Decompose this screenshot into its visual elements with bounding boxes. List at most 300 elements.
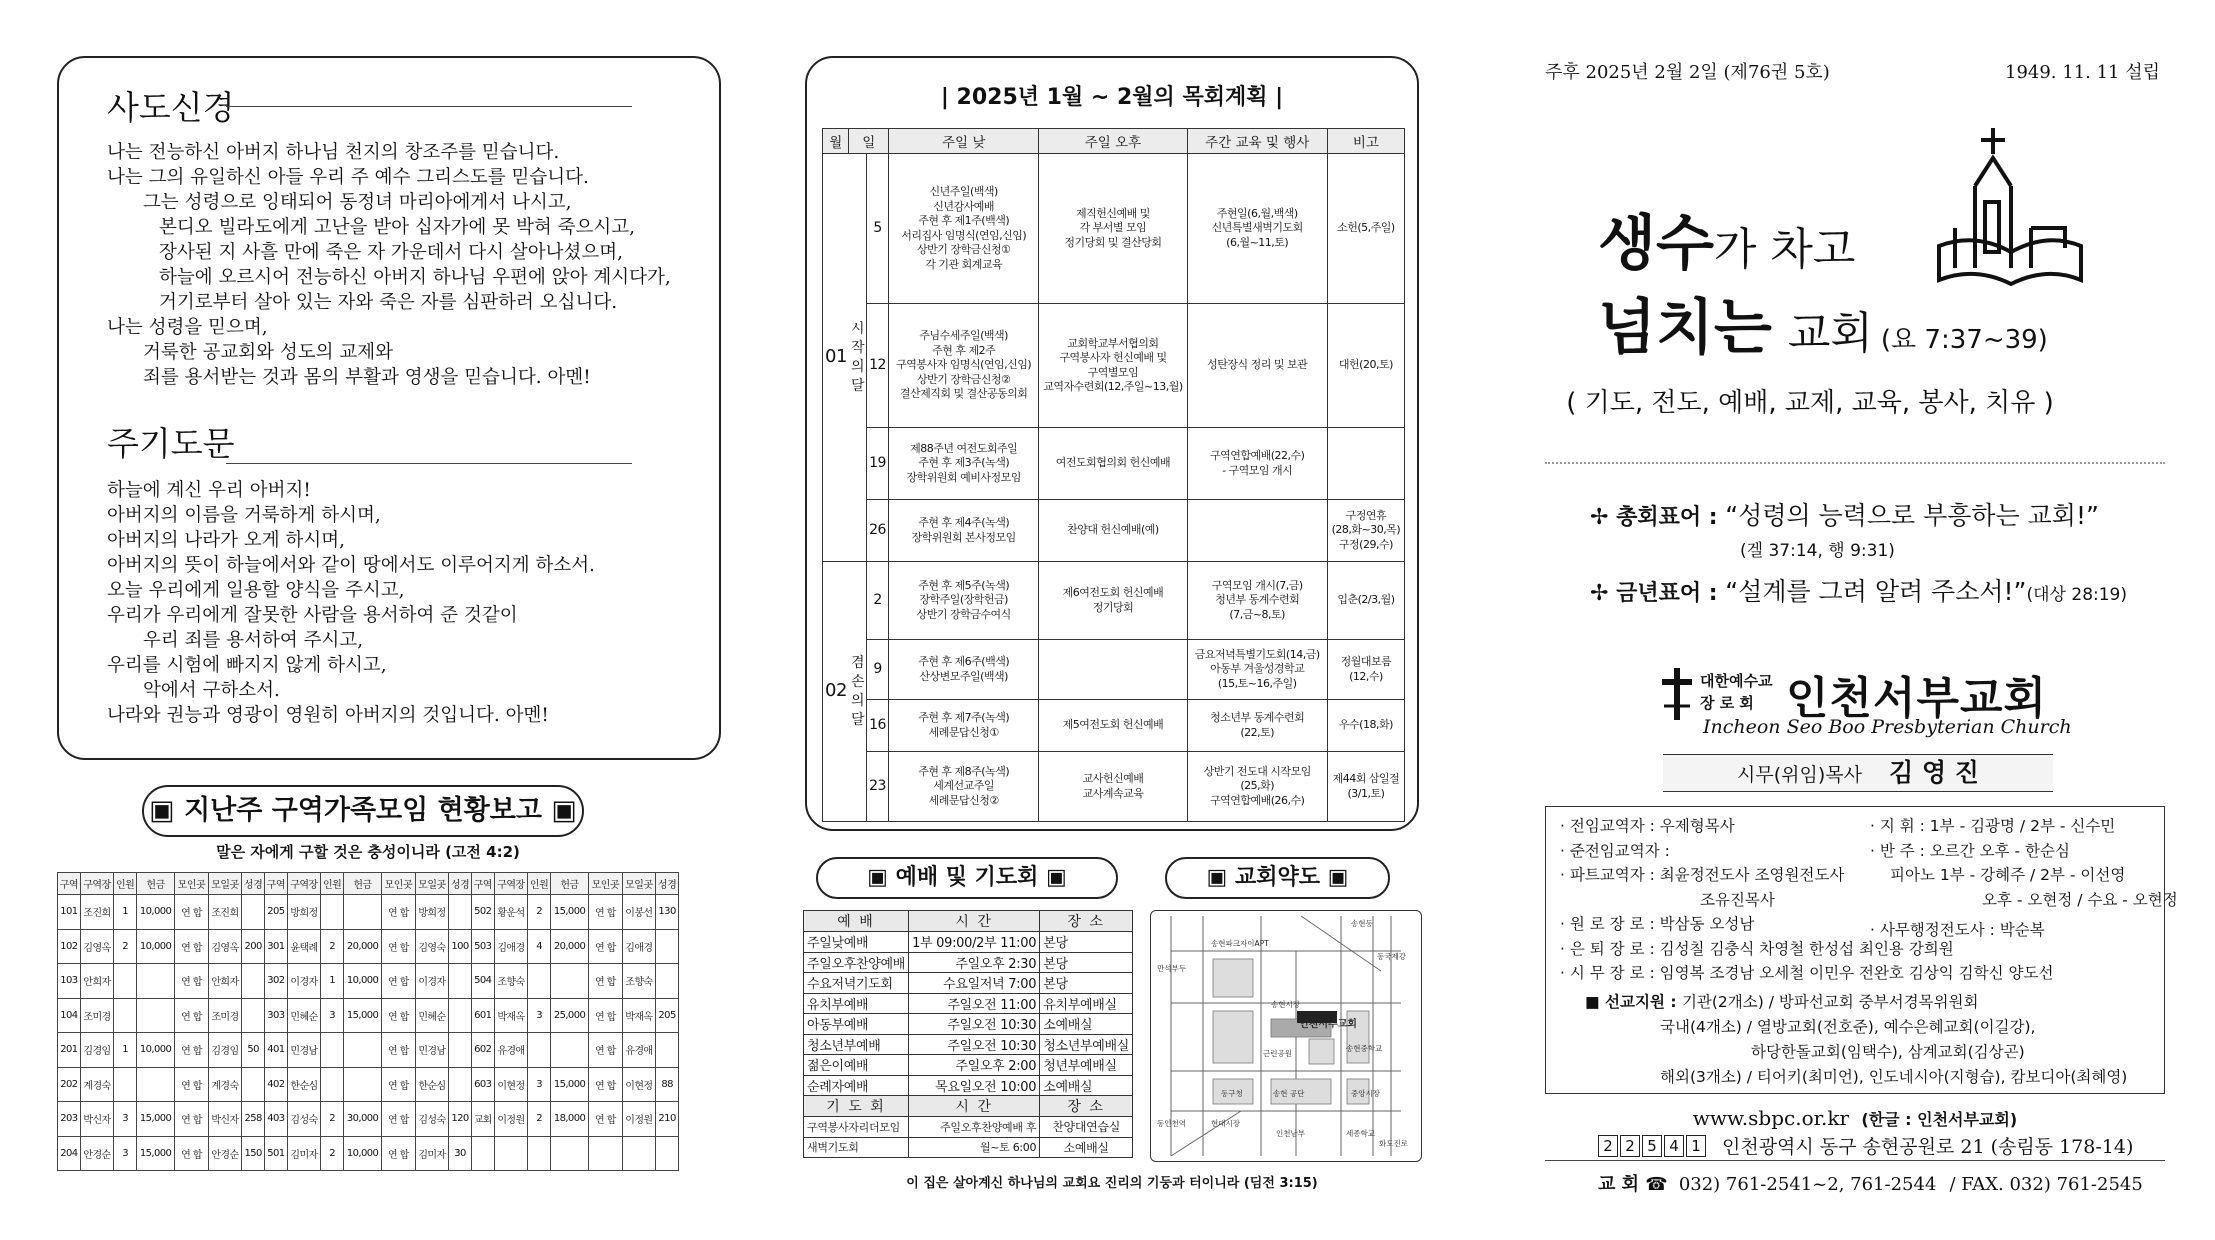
schedule-header: 비고 [1327, 129, 1404, 154]
prayer-line: 악에서 구하소서. [143, 680, 280, 701]
table-cell: 박재옥 [622, 998, 656, 1033]
schedule-cell: 주현 후 제8주(녹색) 세계선교주일 세례문답신청② [889, 752, 1039, 822]
prayer-line: 하늘에 계신 우리 아버지! [107, 480, 311, 501]
table-cell: 2 [321, 1102, 344, 1137]
worship-time: 주일오전 11:00 [909, 993, 1040, 1014]
worship-place: 청년부예배실 [1040, 1055, 1133, 1076]
phone-number: 032) 761-2541~2, 761-2544 [1678, 1174, 1937, 1195]
founded-date: 1949. 11. 11 설립 [2005, 62, 2161, 83]
table-cell: 유경애 [622, 1033, 656, 1068]
svg-text:송현시장: 송현시장 [1271, 1000, 1300, 1009]
worship-place: 소예배실 [1040, 1014, 1133, 1035]
table-cell: 201 [58, 1033, 81, 1068]
prayer-place: 소예배실 [1040, 1137, 1133, 1158]
table-cell: 10,000 [137, 895, 175, 930]
table-cell [242, 895, 265, 930]
table-cell: 30 [449, 1136, 472, 1171]
table-cell [242, 964, 265, 999]
table-cell [656, 964, 679, 999]
general-goal [1590, 496, 2099, 532]
table-cell: 103 [58, 964, 81, 999]
table-cell: 401 [264, 1033, 287, 1068]
website-url[interactable]: www.sbpc.or.kr [1692, 1106, 1850, 1130]
table-cell: 303 [264, 998, 287, 1033]
table-cell: 연 합 [382, 1102, 416, 1137]
table-cell: 2 [528, 1102, 551, 1137]
church-name: 인천서부교회 [1786, 673, 2048, 724]
schedule-header: 주간 교육 및 행사 [1187, 129, 1327, 154]
worship-name: 아동부예배 [804, 1014, 909, 1035]
mission-1: 국내(4개소) / 열방교회(전호준), 예수은혜교회(이길강), [1660, 1018, 2036, 1036]
table-cell: 2 [528, 895, 551, 930]
schedule-cell: 신년주일(백색) 신년감사예배 주현 후 제1주(백색) 서리집사 임명식(연임,신임) 상반기 장학금신청① 각 기관 회계교육 [889, 154, 1039, 304]
table-cell: 210 [656, 1102, 679, 1137]
table-cell: 200 [242, 929, 265, 964]
table-cell: 김미자 [287, 1136, 321, 1171]
month-name: 겸 손 의 달 [849, 562, 867, 822]
schedule-cell [1187, 500, 1327, 562]
mission-support [1585, 990, 2127, 1090]
table-cell: 김경임 [208, 1033, 242, 1068]
issue-info: 주후 2025년 2월 2일 (제76권 5호) [1545, 62, 1830, 83]
table-cell: 교회 [471, 1102, 494, 1137]
table-row [823, 700, 1405, 752]
table-cell: 502 [471, 895, 494, 930]
footer-verse: 이 집은 살아계신 하나님의 교회요 진리의 기둥과 터이니라 (딤전 3:15) [906, 1176, 1318, 1191]
table-cell [114, 1067, 137, 1102]
table-row [58, 1102, 679, 1137]
table-cell: 15,000 [137, 1102, 175, 1137]
table-cell: 윤택례 [287, 929, 321, 964]
table-cell: 3 [321, 998, 344, 1033]
table-cell: 15,000 [344, 998, 382, 1033]
svg-text:중앙시장: 중앙시장 [1351, 1089, 1380, 1098]
table-row [804, 993, 1133, 1014]
table-cell: 민경남 [415, 1033, 449, 1068]
svg-text:화도진로: 화도진로 [1379, 1139, 1408, 1148]
creed-line: 죄를 용서받는 것과 몸의 부활과 영생을 믿습니다. 아멘! [143, 367, 591, 388]
address: 인천광역시 동구 송현공원로 21 (송림동 178-14) [1722, 1136, 2134, 1158]
table-row [823, 640, 1405, 700]
staff-line: · 파트교역자 : 최윤정전도사 조영원전도사 [1560, 866, 1845, 884]
prayer-header: 시 간 [909, 1096, 1040, 1117]
table-cell: 연 합 [382, 1067, 416, 1102]
table-cell: 602 [471, 1033, 494, 1068]
worship-time: 주일오후 2:00 [909, 1055, 1040, 1076]
table-cell: 20,000 [550, 929, 588, 964]
table-cell [137, 1067, 175, 1102]
schedule-day: 12 [867, 304, 889, 428]
worship-name: 순례자예배 [804, 1075, 909, 1096]
general-goal-text: “성령의 능력으로 부흥하는 교회!” [1725, 501, 2099, 530]
district-header: 인원 [321, 873, 344, 895]
worship-title: ▣ 예배 및 기도회 ▣ [816, 857, 1118, 899]
table-row [823, 562, 1405, 640]
table-cell: 202 [58, 1067, 81, 1102]
table-cell [622, 1136, 656, 1171]
schedule-cell: 제5여전도회 헌신예배 [1039, 700, 1187, 752]
table-row [823, 500, 1405, 562]
table-cell: 205 [656, 998, 679, 1033]
district-header: 구역 [264, 873, 287, 895]
district-report-title: ▣ 지난주 구역가족모임 현황보고 ▣ [142, 785, 584, 837]
table-cell: 15,000 [137, 1136, 175, 1171]
prayer-line: 우리를 시험에 빠지지 않게 하시고, [107, 655, 387, 676]
schedule-cell: 주현 후 제5주(녹색) 장학주일(장학헌금) 상반기 장학금수여식 [889, 562, 1039, 640]
prayer-time: 월~토 6:00 [909, 1137, 1040, 1158]
staff-right-4: · 사무행정전도사 : 박순복 [1870, 921, 2045, 939]
table-cell: 조진희 [80, 895, 114, 930]
table-cell: 603 [471, 1067, 494, 1102]
table-cell: 18,000 [550, 1102, 588, 1137]
worship-time: 주일오후 2:30 [909, 952, 1040, 973]
table-cell: 한순심 [287, 1067, 321, 1102]
worship-time: 목요일오전 10:00 [909, 1075, 1040, 1096]
church-bible-logo-icon [1935, 128, 2085, 292]
prayer-line: 우리가 우리에게 잘못한 사람을 용서하여 준 것같이 [107, 605, 518, 626]
staff-line: · 은 퇴 장 로 : 김성칠 김충식 차영철 한성섭 최인용 강희원 [1560, 939, 1954, 958]
table-cell: 10,000 [344, 964, 382, 999]
schedule-cell: 여전도회협의회 헌신예배 [1039, 428, 1187, 500]
table-cell: 3 [528, 998, 551, 1033]
schedule-title: | 2025년 1월 ~ 2월의 목회계획 | [940, 85, 1284, 110]
table-cell: 방희정 [287, 895, 321, 930]
postal-digit: 5 [1642, 1135, 1662, 1157]
table-cell: 연 합 [589, 964, 623, 999]
table-cell: 안경순 [208, 1136, 242, 1171]
creed-title-underline [226, 106, 632, 107]
district-header: 헌금 [344, 873, 382, 895]
district-header: 성경 [449, 873, 472, 895]
table-cell: 연 합 [175, 1102, 209, 1137]
prayer-header: 기 도 회 [804, 1096, 909, 1117]
worship-header: 시 간 [909, 911, 1040, 932]
worship-name: 주일낮예배 [804, 932, 909, 953]
table-cell [449, 998, 472, 1033]
table-row [58, 1067, 679, 1102]
creed-line: 하늘에 오르시어 전능하신 아버지 하나님 우편에 앉아 계시다가, [159, 267, 671, 288]
table-cell [137, 998, 175, 1033]
table-cell: 2 [321, 929, 344, 964]
table-cell [471, 1136, 494, 1171]
general-goal-ref: (겔 37:14, 행 9:31) [1740, 541, 1895, 561]
schedule-cell: 금요저녁특별기도회(14,금) 아동부 겨울성경학교 (15,토~16,주일) [1187, 640, 1327, 700]
svg-text:동인천역: 동인천역 [1157, 1119, 1186, 1128]
table-cell: 조미경 [80, 998, 114, 1033]
year-goal-text: “설계를 그려 알려 주소서!” [1725, 577, 2027, 606]
creed-text [107, 140, 671, 390]
schedule-cell: 대헌(20,토) [1327, 304, 1404, 428]
table-cell [242, 998, 265, 1033]
table-row [823, 752, 1405, 822]
table-cell: 402 [264, 1067, 287, 1102]
table-cell: 2 [321, 1136, 344, 1171]
table-cell: 연 합 [589, 895, 623, 930]
schedule-cell [1039, 640, 1187, 700]
schedule-cell [1327, 428, 1404, 500]
district-header: 성경 [242, 873, 265, 895]
table-cell: 301 [264, 929, 287, 964]
table-cell: 연 합 [382, 1033, 416, 1068]
table-cell: 연 합 [175, 1033, 209, 1068]
table-cell [137, 964, 175, 999]
pastor-label: 시무(위임)목사 [1737, 764, 1862, 786]
table-cell [344, 1033, 382, 1068]
svg-text:송현 공단: 송현 공단 [1273, 1089, 1305, 1098]
creed-line: 그는 성령으로 잉태되어 동정녀 마리아에게서 나시고, [143, 192, 572, 213]
schedule-cell: 상반기 전도대 시작모임 (25,화) 구역연합예배(26,수) [1187, 752, 1327, 822]
prayer-line: 오늘 우리에게 일용할 양식을 주시고, [107, 580, 405, 601]
table-cell: 김성숙 [287, 1102, 321, 1137]
district-header: 헌금 [137, 873, 175, 895]
svg-text:송현중학교: 송현중학교 [1346, 1044, 1383, 1053]
table-row [58, 998, 679, 1033]
schedule-cell: 구역모임 개시(7,금) 청년부 동계수련회 (7,금~8,토) [1187, 562, 1327, 640]
table-cell: 연 합 [175, 1136, 209, 1171]
address-line [1598, 1132, 2133, 1159]
table-cell: 조향숙 [622, 964, 656, 999]
table-cell: 이정원 [622, 1102, 656, 1137]
schedule-day: 23 [867, 752, 889, 822]
svg-text:동구청: 동구청 [1221, 1089, 1243, 1098]
table-cell: 계경숙 [208, 1067, 242, 1102]
staff-right-list [1870, 814, 2178, 943]
postal-code [1598, 1135, 1708, 1157]
staff-right-2: 피아노 1부 - 강혜주 / 2부 - 이선영 [1890, 866, 2126, 884]
table-cell: 연 합 [175, 1067, 209, 1102]
table-cell: 15,000 [550, 1067, 588, 1102]
table-cell: 김미자 [415, 1136, 449, 1171]
table-cell: 연 합 [589, 929, 623, 964]
worship-time: 주일오전 10:30 [909, 1034, 1040, 1055]
district-header: 모인곳 [589, 873, 623, 895]
prayer-title: 주기도문 [107, 424, 235, 463]
table-cell: 김영숙 [415, 929, 449, 964]
creed-line: 나는 성령을 믿으며, [107, 317, 268, 338]
schedule-day: 2 [867, 562, 889, 640]
motto-strong-2: 넘치는 [1598, 293, 1772, 363]
schedule-cell: 제직헌신예배 및 각 부서별 모임 정기당회 및 결산당회 [1039, 154, 1187, 304]
district-report-verse: 말은 자에게 구할 것은 충성이니라 (고전 4:2) [216, 843, 520, 861]
table-cell: 안희자 [208, 964, 242, 999]
table-cell: 120 [449, 1102, 472, 1137]
table-cell [550, 964, 588, 999]
creed-line: 거룩한 공교회와 성도의 교제와 [143, 342, 393, 363]
table-cell: 연 합 [175, 964, 209, 999]
svg-text:동국제강: 동국제강 [1377, 952, 1406, 961]
prayer-line: 나라와 권능과 영광이 영원히 아버지의 것입니다. 아멘! [107, 705, 549, 726]
general-goal-label: ✢ 총회표어 : [1590, 505, 1726, 530]
schedule-cell: 성탄장식 정리 및 보관 [1187, 304, 1327, 428]
schedule-day: 5 [867, 154, 889, 304]
table-cell: 1 [114, 1033, 137, 1068]
table-cell: 연 합 [589, 998, 623, 1033]
worship-place: 청소년부예배실 [1040, 1034, 1133, 1055]
phone-label: 교 회 ☎ [1598, 1174, 1668, 1195]
table-cell [528, 1033, 551, 1068]
staff-line: · 원 로 장 로 : 박삼동 오성남 [1560, 915, 1755, 933]
table-cell: 이경자 [415, 964, 449, 999]
motto-rest-1: 가 차고 [1713, 224, 1856, 275]
table-cell: 302 [264, 964, 287, 999]
table-cell [528, 1136, 551, 1171]
staff-right-0: · 지 휘 : 1부 - 김광명 / 2부 - 신수민 [1870, 817, 2116, 835]
table-cell: 2 [114, 929, 137, 964]
table-cell: 김경임 [80, 1033, 114, 1068]
worship-name: 유치부예배 [804, 993, 909, 1014]
district-header: 인원 [114, 873, 137, 895]
svg-text:만석부두: 만석부두 [1157, 964, 1186, 973]
svg-text:세종학교: 세종학교 [1346, 1129, 1375, 1138]
schedule-day: 16 [867, 700, 889, 752]
table-cell: 15,000 [550, 895, 588, 930]
worship-place: 소예배실 [1040, 1075, 1133, 1096]
table-row [823, 304, 1405, 428]
mission-3: 해외(3개소) / 티어키(최미언), 인도네시아(지형습), 캄보디아(최혜영) [1660, 1068, 2128, 1086]
website[interactable] [1545, 1106, 2165, 1130]
table-cell [589, 1136, 623, 1171]
worship-table [803, 910, 1133, 1158]
motto-line1 [1598, 196, 1855, 282]
month-number: 02 [823, 562, 849, 822]
schedule-cell: 구정연휴 (28,화~30,목) 구정(29,수) [1327, 500, 1404, 562]
worship-time: 수요일저녁 7:00 [909, 973, 1040, 994]
table-row [58, 1136, 679, 1171]
worship-header: 예 배 [804, 911, 909, 932]
table-cell [114, 998, 137, 1033]
schedule-day: 19 [867, 428, 889, 500]
table-cell: 258 [242, 1102, 265, 1137]
prayer-place: 찬양대연습실 [1040, 1117, 1133, 1138]
schedule-cell: 주현 후 제7주(녹색) 세례문답신청① [889, 700, 1039, 752]
schedule-table [822, 128, 1405, 822]
table-cell [656, 1033, 679, 1068]
table-row [823, 428, 1405, 500]
footer-divider [1545, 1160, 2165, 1161]
svg-text:인천남부: 인천남부 [1276, 1129, 1305, 1138]
table-cell: 김애경 [494, 929, 528, 964]
table-cell [550, 1033, 588, 1068]
mission-label: ■ 선교지원 : [1585, 993, 1682, 1011]
creed-line: 장사된 지 사흘 만에 죽은 자 가운데서 다시 살아나셨으며, [159, 242, 623, 263]
table-cell: 3 [528, 1067, 551, 1102]
table-cell [321, 1033, 344, 1068]
divider-1 [1545, 462, 2165, 464]
table-cell [321, 1067, 344, 1102]
motto-ref: (요 7:37~39) [1880, 325, 2048, 355]
staff-line: 조유진목사 [1700, 890, 1775, 909]
table-cell: 김애경 [622, 929, 656, 964]
svg-text:송현동: 송현동 [1351, 919, 1373, 928]
denomination-cross-icon [1660, 668, 1694, 724]
table-cell: 안희자 [80, 964, 114, 999]
table-row [804, 1075, 1133, 1096]
table-cell: 100 [449, 929, 472, 964]
prayer-text [107, 478, 595, 728]
table-cell: 102 [58, 929, 81, 964]
fax-number: / FAX. 032) 761-2545 [1949, 1174, 2143, 1195]
worship-place: 본당 [1040, 952, 1133, 973]
schedule-cell: 제6여전도회 헌신예배 정기당회 [1039, 562, 1187, 640]
table-cell: 연 합 [589, 1067, 623, 1102]
table-row [58, 964, 679, 999]
worship-header: 장 소 [1040, 911, 1133, 932]
table-cell: 연 합 [382, 895, 416, 930]
svg-text:현대시장: 현대시장 [1211, 1119, 1240, 1128]
worship-time: 주일오전 10:30 [909, 1014, 1040, 1035]
schedule-cell: 주님수세주일(백색) 주현 후 제2주 구역봉사자 임명식(연임,신임) 상반기 장학금신청② 결산제직회 및 결산공동의회 [889, 304, 1039, 428]
schedule-cell: 주현 후 제6주(백색) 산상변모주일(백색) [889, 640, 1039, 700]
table-cell: 3 [114, 1102, 137, 1137]
table-cell: 김영옥 [208, 929, 242, 964]
table-row [804, 1034, 1133, 1055]
table-cell [528, 964, 551, 999]
table-row [58, 1033, 679, 1068]
table-cell: 연 합 [382, 1136, 416, 1171]
table-cell: 25,000 [550, 998, 588, 1033]
prayer-header: 장 소 [1040, 1096, 1133, 1117]
year-goal-ref: (대상 28:19) [2026, 585, 2128, 605]
worship-name: 젊은이예배 [804, 1055, 909, 1076]
worship-name: 주일오후찬양예배 [804, 952, 909, 973]
table-cell: 박신자 [208, 1102, 242, 1137]
postal-digit: 4 [1664, 1135, 1684, 1157]
table-cell: 130 [656, 895, 679, 930]
table-cell: 20,000 [344, 929, 382, 964]
staff-right-3: 오후 - 오현정 / 수요 - 오현정 [1982, 890, 2178, 909]
table-cell: 연 합 [175, 929, 209, 964]
staff-right-1: · 반 주 : 오르간 오후 - 한순심 [1870, 841, 2070, 860]
table-row [823, 154, 1405, 304]
table-cell [449, 964, 472, 999]
schedule-header: 주일 오후 [1039, 129, 1187, 154]
table-cell [550, 1136, 588, 1171]
table-cell: 민경남 [287, 1033, 321, 1068]
table-cell: 김영옥 [80, 929, 114, 964]
year-goal [1590, 572, 2127, 608]
denomination-2: 장 로 회 [1700, 694, 1754, 712]
table-cell: 박재옥 [494, 998, 528, 1033]
table-cell: 1 [321, 964, 344, 999]
district-header: 모일곳 [622, 873, 656, 895]
table-cell: 연 합 [382, 998, 416, 1033]
svg-text:근린공원: 근린공원 [1263, 1049, 1292, 1058]
table-cell [656, 929, 679, 964]
district-header: 모일곳 [208, 873, 242, 895]
table-cell: 10,000 [344, 1136, 382, 1171]
prayer-line: 아버지의 나라가 오게 하시며, [107, 530, 345, 551]
creed-line: 나는 그의 유일하신 아들 우리 주 예수 그리스도를 믿습니다. [107, 167, 589, 188]
table-cell: 601 [471, 998, 494, 1033]
website-korean: (한글 : 인천서부교회) [1861, 1110, 2018, 1129]
schedule-header: 일 [849, 129, 889, 154]
table-cell [449, 1033, 472, 1068]
table-cell: 이경자 [287, 964, 321, 999]
staff-line: · 전임교역자 : 우제형목사 [1560, 817, 1735, 835]
schedule-cell: 제88주년 여전도회주일 주현 후 제3주(녹색) 장학위원회 예비사정모임 [889, 428, 1039, 500]
table-cell [449, 1067, 472, 1102]
church-english-name: Incheon Seo Boo Presbyterian Church [1703, 716, 2072, 738]
table-cell: 30,000 [344, 1102, 382, 1137]
worship-name: 청소년부예배 [804, 1034, 909, 1055]
table-cell: 계경숙 [80, 1067, 114, 1102]
table-cell: 88 [656, 1067, 679, 1102]
prayer-line: 아버지의 뜻이 하늘에서와 같이 땅에서도 이루어지게 하소서. [107, 555, 595, 576]
pastor-line [1663, 754, 2053, 792]
table-cell: 박신자 [80, 1102, 114, 1137]
district-header: 헌금 [550, 873, 588, 895]
worship-place: 본당 [1040, 932, 1133, 953]
